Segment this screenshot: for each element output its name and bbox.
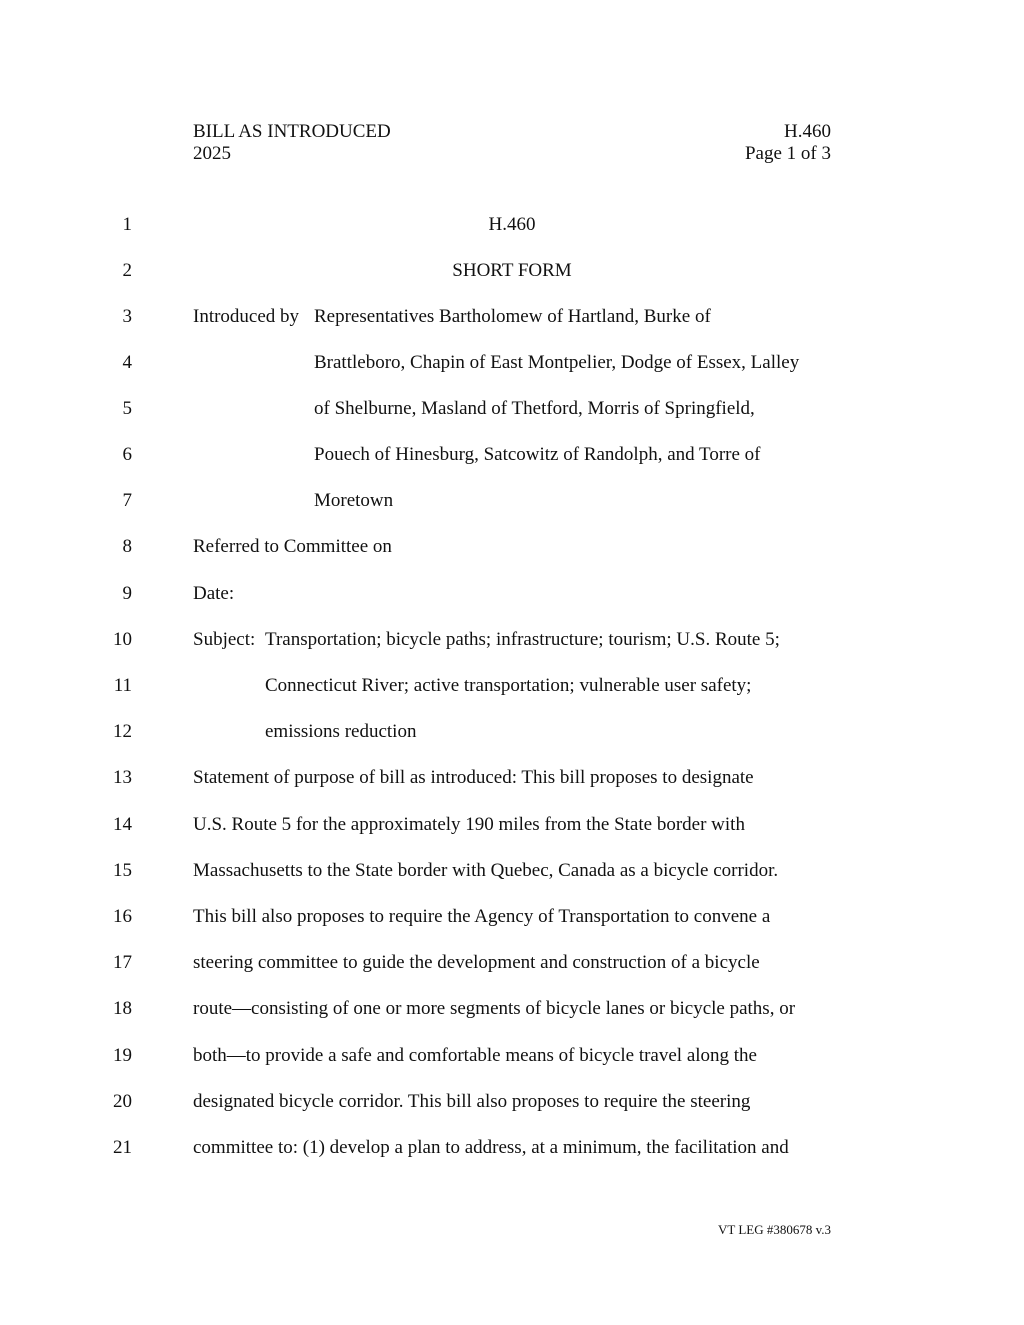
line-9 — [0, 579, 1024, 609]
line-number: 7 — [122, 490, 132, 511]
sponsors-text: of Shelburne, Masland of Thetford, Morris of Springfield, — [314, 398, 755, 419]
line-number: 18 — [113, 998, 132, 1019]
line-21 — [0, 1133, 1024, 1163]
line-5 — [0, 394, 1024, 424]
line-13 — [0, 763, 1024, 793]
line-number: 21 — [113, 1137, 132, 1158]
line-number: 8 — [122, 536, 132, 557]
line-11 — [0, 671, 1024, 701]
date-label: Date: — [193, 583, 235, 604]
line-18 — [0, 994, 1024, 1024]
bill-number-heading: H.460 — [488, 214, 536, 235]
line-number: 9 — [122, 583, 132, 604]
subject-text: Transportation; bicycle paths; infrastructure; tourism; U.S. Route 5; — [265, 629, 780, 650]
header-bill-number: H.460 — [784, 121, 831, 142]
line-number: 15 — [113, 860, 132, 881]
subject-text: Connecticut River; active transportation; vulnerable user safety; — [265, 675, 752, 696]
session-year: 2025 — [193, 143, 231, 164]
header-right — [745, 121, 831, 165]
line-14 — [0, 810, 1024, 840]
purpose-text: route—consisting of one or more segments of bicycle lanes or bicycle paths, or — [193, 998, 796, 1019]
referred-to-committee: Referred to Committee on — [193, 536, 392, 557]
purpose-text: U.S. Route 5 for the approximately 190 miles from the State border with — [193, 814, 745, 835]
line-19 — [0, 1041, 1024, 1071]
line-number: 1 — [122, 214, 132, 235]
short-form-heading: SHORT FORM — [452, 260, 572, 281]
line-number: 14 — [113, 814, 132, 835]
line-7 — [0, 486, 1024, 516]
line-8 — [0, 532, 1024, 562]
sponsors-text: Brattleboro, Chapin of East Montpelier, Dodge of Essex, Lalley — [314, 352, 800, 373]
line-number: 6 — [122, 444, 132, 465]
line-16 — [0, 902, 1024, 932]
line-6 — [0, 440, 1024, 470]
sponsors-text: Representatives Bartholomew of Hartland, Burke of — [314, 306, 711, 327]
line-3 — [0, 302, 1024, 332]
line-4 — [0, 348, 1024, 378]
line-number: 3 — [122, 306, 132, 327]
introduced-by-label: Introduced by — [193, 306, 300, 327]
purpose-text: both—to provide a safe and comfortable means of bicycle travel along the — [193, 1045, 757, 1066]
page-indicator: Page 1 of 3 — [744, 143, 831, 164]
line-number: 13 — [113, 767, 132, 788]
purpose-text: Statement of purpose of bill as introduced: This bill proposes to designate — [193, 767, 754, 788]
purpose-text: committee to: (1) develop a plan to address, at a minimum, the facilitation and — [193, 1137, 789, 1158]
purpose-text: Massachusetts to the State border with Quebec, Canada as a bicycle corridor. — [193, 860, 779, 881]
line-2 — [0, 256, 1024, 286]
line-number: 17 — [113, 952, 132, 973]
document-code-footer: VT LEG #380678 v.3 — [717, 1222, 831, 1237]
line-20 — [0, 1087, 1024, 1117]
bill-status-title: BILL AS INTRODUCED — [193, 121, 391, 142]
purpose-text: steering committee to guide the development and construction of a bicycle — [193, 952, 760, 973]
line-15 — [0, 856, 1024, 886]
sponsors-text: Pouech of Hinesburg, Satcowitz of Randolph, and Torre of — [314, 444, 761, 465]
line-number: 5 — [122, 398, 132, 419]
purpose-text: This bill also proposes to require the Agency of Transportation to convene a — [193, 906, 771, 927]
line-1 — [0, 210, 1024, 240]
line-number: 2 — [122, 260, 132, 281]
purpose-text: designated bicycle corridor. This bill also proposes to require the steering — [193, 1091, 751, 1112]
line-number: 4 — [122, 352, 132, 373]
line-number: 10 — [113, 629, 132, 650]
line-17 — [0, 948, 1024, 978]
header-left — [193, 121, 391, 165]
line-12 — [0, 717, 1024, 747]
line-number: 12 — [113, 721, 132, 742]
line-number: 19 — [113, 1045, 132, 1066]
subject-text: emissions reduction — [265, 721, 417, 742]
line-number: 20 — [113, 1091, 132, 1112]
subject-label: Subject: — [193, 629, 256, 650]
sponsors-text: Moretown — [314, 490, 394, 511]
line-number: 11 — [113, 675, 132, 696]
line-number: 16 — [113, 906, 132, 927]
line-10 — [0, 625, 1024, 655]
